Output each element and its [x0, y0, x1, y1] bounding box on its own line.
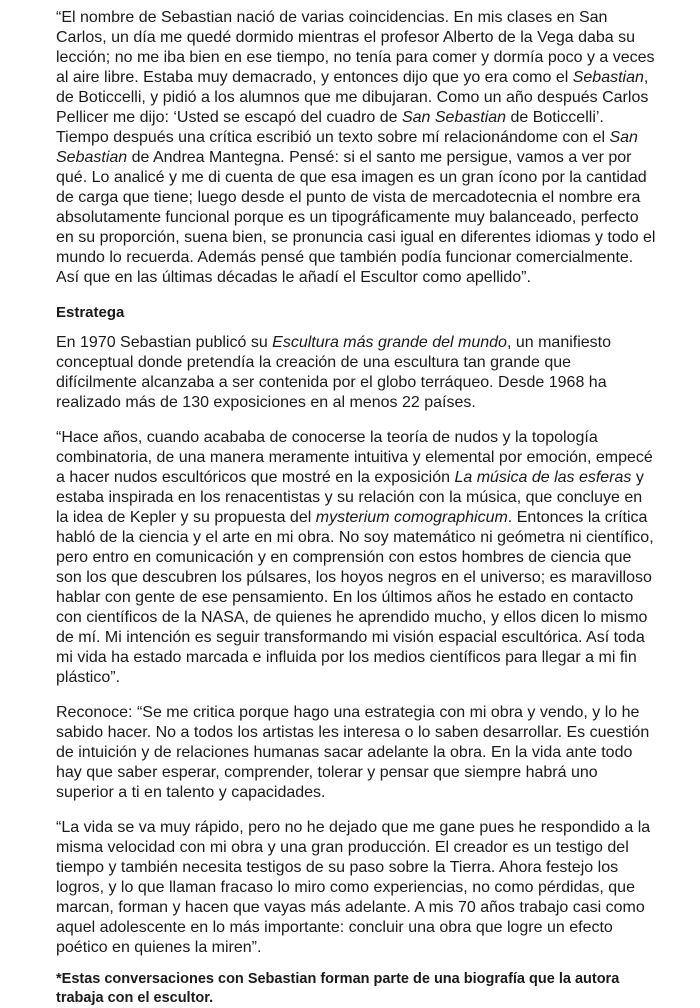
italic-title-text: Sebastian [572, 69, 644, 86]
paragraph-strategy-quote [56, 703, 656, 803]
paragraph-name-origin [56, 8, 656, 288]
paragraph-text: , de Boticcelli, y pidió a los alumnos que me dibujaran. Como un año después Carlos Pellicer me dijo: ‘Usted se escapó del cuadro de [56, 69, 649, 126]
paragraph-life-quote [56, 818, 656, 958]
paragraph-text: de Andrea Mantegna. Pensé: si el santo me persigue, vamos a ver por qué. Lo analicé y me di cuenta de que esa imagen es un gran ícono por la cantidad de carga que tiene; luego desde el punto de vista de mercadotecnia el nombre era absolutamente funcional porque es un tipográficamente muy balanceado, perfecto en su proporción, suena bien, se pronuncia casi igual en diferentes idiomas y todo el mundo lo recuerda. Además pensé que también podía funcionar comercialmente. Así que en las últimas décadas le añadí el Escultor como apellido”. [56, 149, 656, 286]
paragraph-text: Reconoce: “Se me critica porque hago una estrategia con mi obra y vendo, y lo he sabido hacer. No a todos los artistas les interesa o lo saben desarrollar. Es cuestión de intuición y de relaciones humanas sacar adelante la obra. En la vida ante todo hay que saber esperar, comprender, tolerar y pensar que siempre habrá uno superior a ti en talento y capacidades. [56, 704, 650, 801]
paragraph-knots-science [56, 428, 656, 688]
italic-title-text: San Sebastian [401, 109, 507, 126]
article-body [56, 8, 656, 1008]
section-heading-estratega: Estratega [56, 304, 125, 321]
italic-title-text: La música de las esferas [454, 469, 632, 486]
paragraph-text: . Entonces la crítica habló de la ciencia y el arte en mi obra. No soy matemático ni geómetra ni científico, pero entro en comunicación y en comprensión con estos hombres de ciencia que son los que descubren los púlsares, los hoyos negros en el universo; es maravilloso hablar con gente de ese pensamiento. En los últimos años he estado en contacto con científicos de la NASA, de quienes he aprendido mucho, y ellos dicen lo mismo de mí. Mi intención es seguir transformando mi visión espacial escultórica. Así toda mi vida ha estado marcada e influida por los medios científicos para llegar a mi fin plástico”. [56, 509, 654, 686]
paragraph-text: , un manifiesto conceptual donde pretendía la creación de una escultura tan grande que difícilmente alcanzaba a ser contenida por el globo terráqueo. Desde 1968 ha realizado más de 130 exposiciones en al menos 22 países. [56, 334, 612, 411]
italic-title-text: Escultura más grande del mundo [272, 334, 507, 351]
paragraph-text: En 1970 Sebastian publicó su [56, 334, 273, 351]
author-note: *Estas conversaciones con Sebastian forman parte de una biografía que la autora trabaja con el escultor. [56, 971, 620, 1006]
italic-title-text: mysterium comographicum [315, 509, 508, 526]
paragraph-text: “La vida se va muy rápido, pero no he dejado que me gane pues he respondido a la misma velocidad con mi obra y una gran producción. El creador es un testigo del tiempo y también necesita testigos de su paso sobre la Tierra. Ahora festejo los logros, y lo que llaman fracaso lo miro como experiencias, no como pérdidas, que marcan, forman y hacen que vayas más adelante. A mis 70 años trabajo casi como aquel adolescente en lo más importante: concluir una obra que logre un efecto poético en quienes la miren”. [56, 819, 651, 956]
paragraph-text: “Hace años, cuando acababa de conocerse la teoría de nudos y la topología combinatoria, de una manera meramente intuitiva y elemental por emoción, empecé a hacer nudos escultóricos que mostré en la exposición [56, 429, 653, 486]
paragraph-text: de Boticcelli’. Tiempo después una crítica escribió un texto sobre mí relacionándome con el [56, 109, 610, 146]
paragraph-text: “El nombre de Sebastian nació de varias coincidencias. En mis clases en San Carlos, un día me quedé dormido mientras el profesor Alberto de la Vega daba su lección; no me iba bien en ese tiempo, no tenía para comer y dormía poco y a veces al aire libre. Estaba muy demacrado, y entonces dijo que yo era como el [56, 9, 655, 86]
paragraph-manifesto [56, 333, 656, 413]
paragraph-text: y estaba inspirada en los renacentistas y su relación con la música, que concluye en la idea de Kepler y su propuesta del [56, 469, 644, 526]
italic-title-text: San Sebastian [56, 129, 638, 166]
